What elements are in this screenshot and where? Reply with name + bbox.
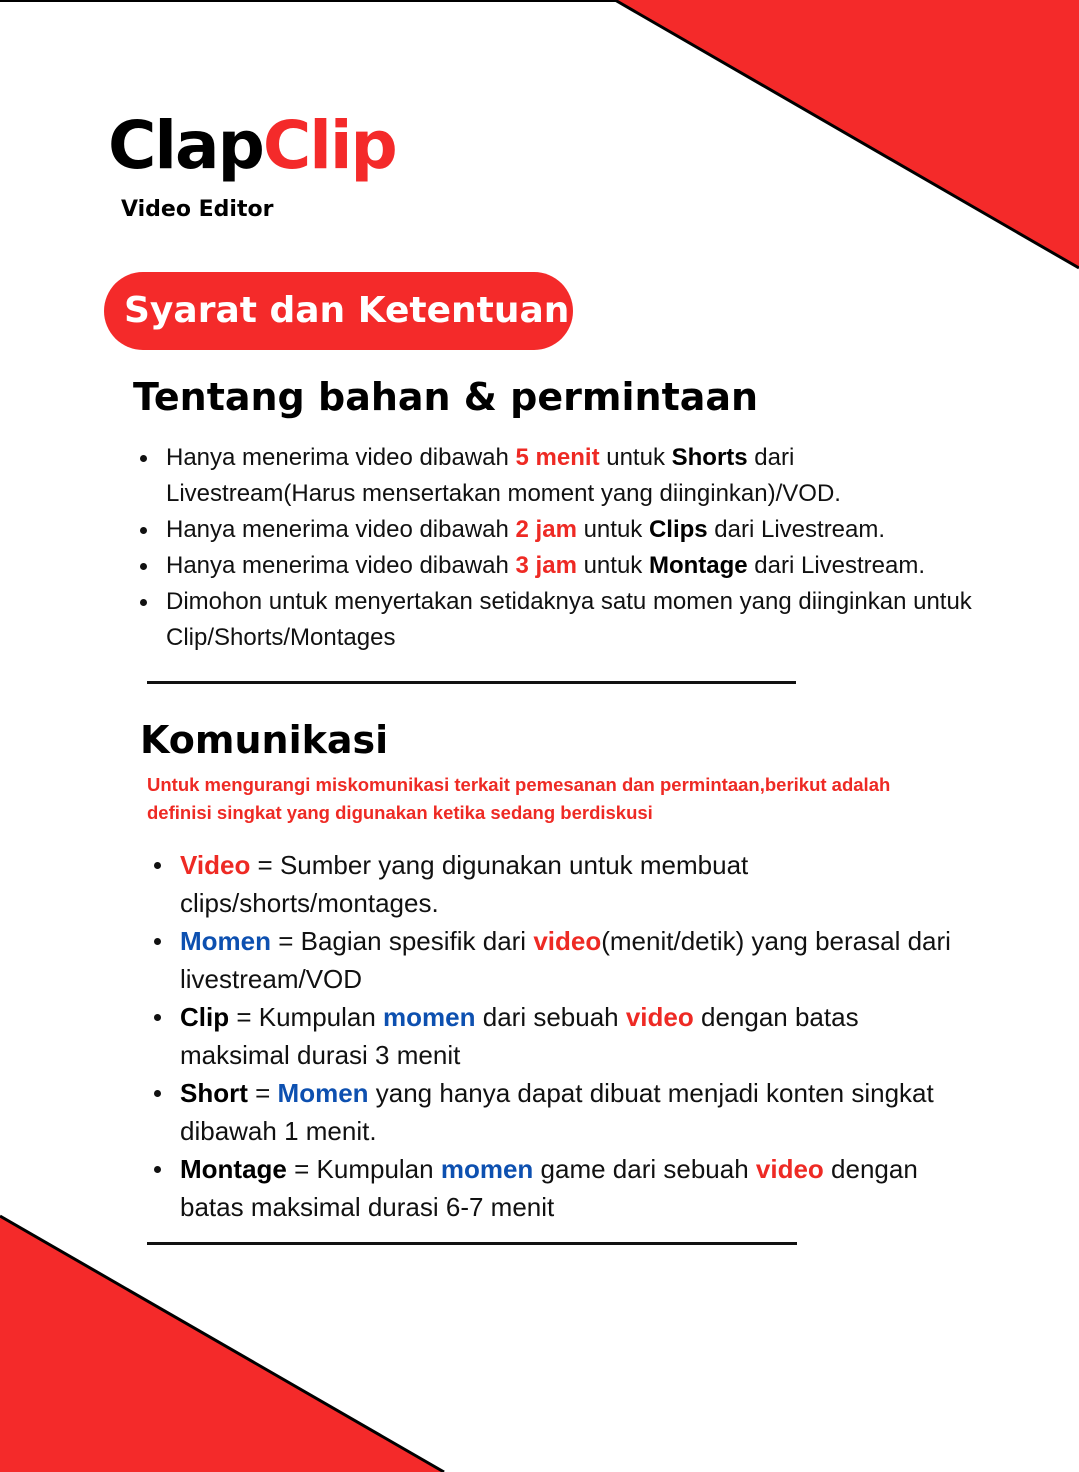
- definition-short: Short = Momen yang hanya dapat dibuat menjadi konten singkat dibawah 1 menit.: [154, 1074, 974, 1150]
- definition-momen: Momen = Bagian spesifik dari video(menit/detik) yang berasal dari livestream/VOD: [154, 922, 974, 998]
- list-item: Hanya menerima video dibawah 5 menit untuk Shorts dari Livestream(Harus mensertakan moment yang diinginkan)/VOD.: [140, 440, 990, 512]
- section-divider-bottom: [147, 1242, 797, 1245]
- materials-heading: Tentang bahan & permintaan: [133, 375, 759, 419]
- communication-note: Untuk mengurangi miskomunikasi terkait pemesanan dan permintaan,berikut adalah definisi singkat yang digunakan ketika sedang berdiskusi: [147, 774, 891, 823]
- brand-logo: [108, 108, 396, 184]
- brand-name-part2: Clip: [262, 107, 396, 184]
- brand-name-part1: Clap: [108, 107, 263, 184]
- section-divider: [147, 681, 796, 684]
- definition-montage: Montage = Kumpulan momen game dari sebuah video dengan batas maksimal durasi 6-7 menit: [154, 1150, 974, 1226]
- list-item: Hanya menerima video dibawah 3 jam untuk Montage dari Livestream.: [140, 548, 990, 584]
- definitions-list: [154, 846, 974, 1226]
- materials-list: [140, 440, 990, 656]
- definition-video: Video = Sumber yang digunakan untuk membuat clips/shorts/montages.: [154, 846, 974, 922]
- communication-heading: Komunikasi: [140, 718, 389, 762]
- list-item: Dimohon untuk menyertakan setidaknya satu momen yang diinginkan untuk Clip/Shorts/Montages: [140, 584, 990, 656]
- definition-clip: Clip = Kumpulan momen dari sebuah video dengan batas maksimal durasi 3 menit: [154, 998, 974, 1074]
- terms-badge: Syarat dan Ketentuan: [104, 272, 573, 350]
- list-item: Hanya menerima video dibawah 2 jam untuk Clips dari Livestream.: [140, 512, 990, 548]
- brand-subtitle: Video Editor: [121, 197, 274, 222]
